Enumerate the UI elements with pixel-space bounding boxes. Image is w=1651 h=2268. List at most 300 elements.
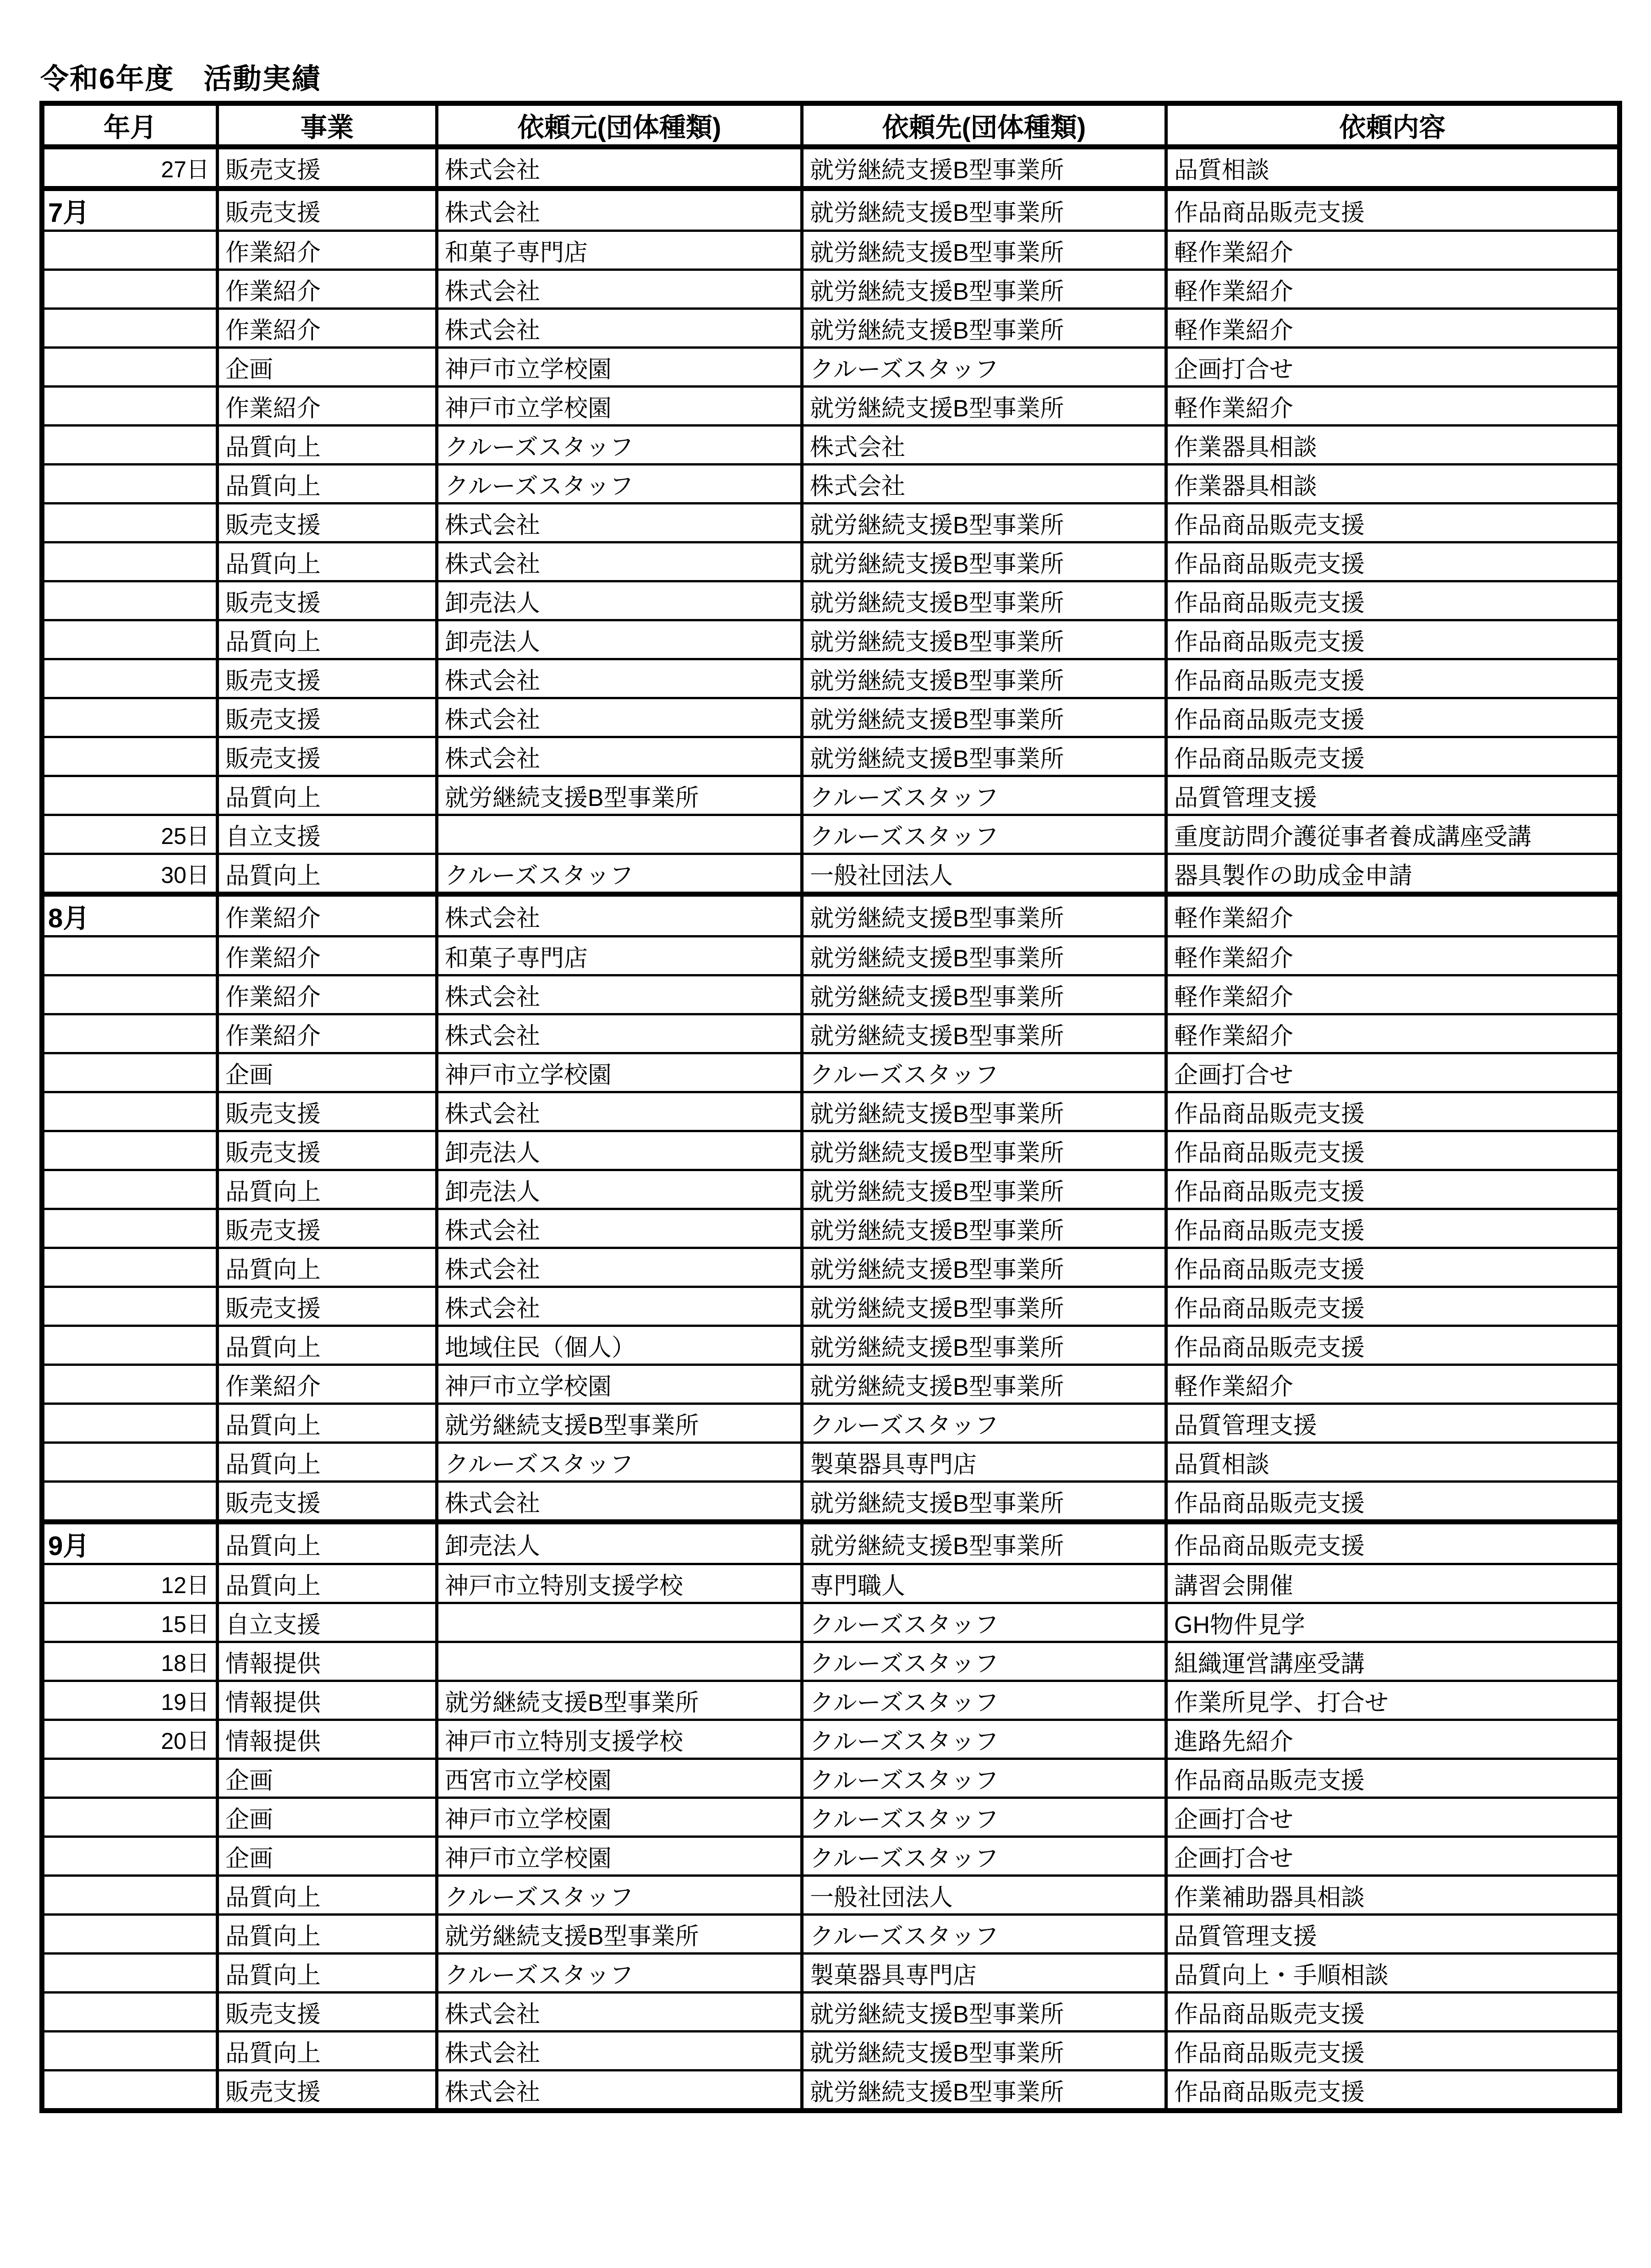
cell-request-to: 就労継続支援B型事業所 xyxy=(802,1170,1166,1209)
cell-business: 販売支援 xyxy=(218,1482,437,1522)
cell-request-to: 就労継続支援B型事業所 xyxy=(802,2071,1166,2111)
cell-business: 作業紹介 xyxy=(218,1365,437,1404)
cell-request-to: 就労継続支援B型事業所 xyxy=(802,1209,1166,1248)
cell-business: 品質向上 xyxy=(218,1915,437,1954)
cell-request-content: 重度訪問介護従事者養成講座受講 xyxy=(1166,815,1620,854)
cell-yearmonth xyxy=(42,1482,218,1522)
cell-request-to: クルーズスタッフ xyxy=(802,1759,1166,1798)
table-row xyxy=(42,1365,1620,1404)
cell-request-content: 作品商品販売支援 xyxy=(1166,1326,1620,1365)
cell-request-to: クルーズスタッフ xyxy=(802,1603,1166,1642)
header-business: 事業 xyxy=(218,104,437,147)
cell-business: 作業紹介 xyxy=(218,894,437,937)
cell-business: 品質向上 xyxy=(218,1404,437,1443)
cell-business: 作業紹介 xyxy=(218,1014,437,1053)
cell-request-to: クルーズスタッフ xyxy=(802,776,1166,815)
cell-request-content: 作品商品販売支援 xyxy=(1166,620,1620,659)
cell-request-from: 卸売法人 xyxy=(437,581,802,620)
cell-request-content: 作業補助器具相談 xyxy=(1166,1876,1620,1915)
cell-request-from xyxy=(437,1603,802,1642)
cell-request-to: 就労継続支援B型事業所 xyxy=(802,698,1166,737)
cell-yearmonth xyxy=(42,1014,218,1053)
cell-request-from: 株式会社 xyxy=(437,737,802,776)
cell-request-to: 就労継続支援B型事業所 xyxy=(802,147,1166,189)
cell-business: 品質向上 xyxy=(218,1564,437,1603)
cell-yearmonth xyxy=(42,465,218,504)
cell-business: 作業紹介 xyxy=(218,937,437,975)
cell-request-to: クルーズスタッフ xyxy=(802,1915,1166,1954)
cell-request-from: 卸売法人 xyxy=(437,1170,802,1209)
table-row xyxy=(42,1681,1620,1720)
cell-request-content: 品質管理支援 xyxy=(1166,1915,1620,1954)
cell-yearmonth xyxy=(42,1053,218,1092)
table-row xyxy=(42,426,1620,465)
cell-yearmonth xyxy=(42,1365,218,1404)
cell-request-to: クルーズスタッフ xyxy=(802,815,1166,854)
cell-request-from: クルーズスタッフ xyxy=(437,465,802,504)
table-row xyxy=(42,542,1620,581)
cell-request-to: 就労継続支援B型事業所 xyxy=(802,1248,1166,1287)
table-row xyxy=(42,387,1620,426)
cell-request-content: 企画打合せ xyxy=(1166,1798,1620,1837)
cell-request-from: クルーズスタッフ xyxy=(437,426,802,465)
cell-request-to: 一般社団法人 xyxy=(802,1876,1166,1915)
table-row xyxy=(42,620,1620,659)
table-row xyxy=(42,1564,1620,1603)
table-row xyxy=(42,1954,1620,1993)
cell-request-from: 株式会社 xyxy=(437,504,802,542)
cell-business: 品質向上 xyxy=(218,1876,437,1915)
cell-yearmonth xyxy=(42,1993,218,2032)
cell-request-from: 株式会社 xyxy=(437,1209,802,1248)
table-row xyxy=(42,894,1620,937)
table-row xyxy=(42,1642,1620,1681)
cell-business: 作業紹介 xyxy=(218,231,437,270)
cell-request-to: 就労継続支援B型事業所 xyxy=(802,581,1166,620)
cell-request-content: 作品商品販売支援 xyxy=(1166,542,1620,581)
table-row xyxy=(42,1209,1620,1248)
cell-yearmonth xyxy=(42,1837,218,1876)
cell-request-to: クルーズスタッフ xyxy=(802,1798,1166,1837)
table-row xyxy=(42,231,1620,270)
cell-request-content: 軽作業紹介 xyxy=(1166,937,1620,975)
table-row xyxy=(42,1798,1620,1837)
header-request-to: 依頼先(団体種類) xyxy=(802,104,1166,147)
activity-table-body xyxy=(42,147,1620,2111)
table-row xyxy=(42,975,1620,1014)
cell-request-content: GH物件見学 xyxy=(1166,1603,1620,1642)
cell-request-from: 就労継続支援B型事業所 xyxy=(437,1681,802,1720)
cell-request-to: 就労継続支援B型事業所 xyxy=(802,737,1166,776)
table-row xyxy=(42,1759,1620,1798)
cell-yearmonth xyxy=(42,1287,218,1326)
cell-business: 企画 xyxy=(218,1837,437,1876)
table-row xyxy=(42,1170,1620,1209)
cell-request-from: 地域住民（個人） xyxy=(437,1326,802,1365)
cell-yearmonth xyxy=(42,1798,218,1837)
cell-business: 品質向上 xyxy=(218,620,437,659)
cell-request-content: 作品商品販売支援 xyxy=(1166,1759,1620,1798)
table-row xyxy=(42,1522,1620,1564)
cell-yearmonth xyxy=(42,1209,218,1248)
table-row xyxy=(42,854,1620,894)
cell-request-to: 就労継続支援B型事業所 xyxy=(802,975,1166,1014)
activity-table xyxy=(39,101,1622,2113)
cell-business: 販売支援 xyxy=(218,1131,437,1170)
cell-yearmonth xyxy=(42,1443,218,1482)
cell-request-from: 西宮市立学校園 xyxy=(437,1759,802,1798)
cell-yearmonth xyxy=(42,309,218,348)
cell-request-content: 軽作業紹介 xyxy=(1166,231,1620,270)
table-row xyxy=(42,1248,1620,1287)
cell-business: 品質向上 xyxy=(218,1248,437,1287)
table-row xyxy=(42,1014,1620,1053)
cell-request-to: 専門職人 xyxy=(802,1564,1166,1603)
cell-business: 販売支援 xyxy=(218,737,437,776)
cell-request-content: 品質相談 xyxy=(1166,147,1620,189)
cell-request-to: 就労継続支援B型事業所 xyxy=(802,1092,1166,1131)
cell-yearmonth xyxy=(42,1092,218,1131)
cell-request-from: 和菓子専門店 xyxy=(437,231,802,270)
cell-yearmonth: 9月 xyxy=(42,1522,218,1564)
cell-request-to: 就労継続支援B型事業所 xyxy=(802,894,1166,937)
cell-yearmonth xyxy=(42,1170,218,1209)
cell-yearmonth xyxy=(42,231,218,270)
table-row xyxy=(42,1404,1620,1443)
cell-yearmonth: 18日 xyxy=(42,1642,218,1681)
cell-request-to: 就労継続支援B型事業所 xyxy=(802,937,1166,975)
cell-business: 品質向上 xyxy=(218,854,437,894)
cell-request-content: 作品商品販売支援 xyxy=(1166,1170,1620,1209)
cell-request-content: 作品商品販売支援 xyxy=(1166,1131,1620,1170)
cell-request-to: 就労継続支援B型事業所 xyxy=(802,1131,1166,1170)
cell-request-content: 作品商品販売支援 xyxy=(1166,581,1620,620)
cell-request-to: クルーズスタッフ xyxy=(802,348,1166,387)
cell-request-content: 組織運営講座受講 xyxy=(1166,1642,1620,1681)
cell-request-from: クルーズスタッフ xyxy=(437,1954,802,1993)
cell-request-content: 作品商品販売支援 xyxy=(1166,1209,1620,1248)
table-row xyxy=(42,1092,1620,1131)
cell-request-from: 株式会社 xyxy=(437,1092,802,1131)
cell-business: 販売支援 xyxy=(218,1209,437,1248)
cell-yearmonth xyxy=(42,1131,218,1170)
cell-yearmonth: 27日 xyxy=(42,147,218,189)
cell-yearmonth xyxy=(42,975,218,1014)
cell-request-to: 就労継続支援B型事業所 xyxy=(802,659,1166,698)
cell-business: 販売支援 xyxy=(218,581,437,620)
cell-business: 販売支援 xyxy=(218,1287,437,1326)
table-row xyxy=(42,504,1620,542)
cell-request-content: 軽作業紹介 xyxy=(1166,309,1620,348)
cell-business: 企画 xyxy=(218,348,437,387)
cell-request-to: 就労継続支援B型事業所 xyxy=(802,1014,1166,1053)
cell-business: 品質向上 xyxy=(218,776,437,815)
cell-request-content: 品質管理支援 xyxy=(1166,1404,1620,1443)
cell-request-content: 品質向上・手順相談 xyxy=(1166,1954,1620,1993)
cell-request-from: 株式会社 xyxy=(437,542,802,581)
cell-request-from: 卸売法人 xyxy=(437,1522,802,1564)
cell-request-to: 就労継続支援B型事業所 xyxy=(802,1326,1166,1365)
cell-business: 販売支援 xyxy=(218,1092,437,1131)
cell-yearmonth xyxy=(42,776,218,815)
cell-request-to: 就労継続支援B型事業所 xyxy=(802,2032,1166,2071)
cell-request-from: 株式会社 xyxy=(437,1248,802,1287)
table-row xyxy=(42,1053,1620,1092)
table-row xyxy=(42,581,1620,620)
cell-request-from: 神戸市立学校園 xyxy=(437,1837,802,1876)
table-row xyxy=(42,1876,1620,1915)
cell-request-to: クルーズスタッフ xyxy=(802,1681,1166,1720)
cell-yearmonth xyxy=(42,270,218,309)
cell-request-from: 神戸市立学校園 xyxy=(437,1365,802,1404)
cell-yearmonth: 8月 xyxy=(42,894,218,937)
cell-business: 自立支援 xyxy=(218,815,437,854)
cell-business: 作業紹介 xyxy=(218,975,437,1014)
cell-business: 品質向上 xyxy=(218,1522,437,1564)
cell-yearmonth xyxy=(42,2071,218,2111)
cell-request-from: クルーズスタッフ xyxy=(437,1876,802,1915)
cell-request-content: 進路先紹介 xyxy=(1166,1720,1620,1759)
cell-request-from: 神戸市立学校園 xyxy=(437,348,802,387)
cell-request-to: 就労継続支援B型事業所 xyxy=(802,1287,1166,1326)
cell-yearmonth: 15日 xyxy=(42,1603,218,1642)
cell-business: 企画 xyxy=(218,1759,437,1798)
cell-yearmonth xyxy=(42,620,218,659)
cell-request-to: 株式会社 xyxy=(802,465,1166,504)
cell-request-from: 就労継続支援B型事業所 xyxy=(437,1404,802,1443)
cell-request-content: 作品商品販売支援 xyxy=(1166,737,1620,776)
cell-request-to: クルーズスタッフ xyxy=(802,1404,1166,1443)
cell-request-from xyxy=(437,815,802,854)
cell-request-from: 株式会社 xyxy=(437,2071,802,2111)
cell-request-content: 作業器具相談 xyxy=(1166,465,1620,504)
cell-business: 企画 xyxy=(218,1053,437,1092)
cell-business: 品質向上 xyxy=(218,1954,437,1993)
cell-yearmonth xyxy=(42,542,218,581)
cell-request-from: 神戸市立特別支援学校 xyxy=(437,1720,802,1759)
cell-request-content: 作品商品販売支援 xyxy=(1166,189,1620,231)
cell-request-from: 株式会社 xyxy=(437,659,802,698)
cell-business: 品質向上 xyxy=(218,1170,437,1209)
cell-yearmonth xyxy=(42,1759,218,1798)
table-row xyxy=(42,2032,1620,2071)
cell-yearmonth xyxy=(42,737,218,776)
cell-request-to: 就労継続支援B型事業所 xyxy=(802,504,1166,542)
cell-business: 販売支援 xyxy=(218,147,437,189)
cell-request-from: クルーズスタッフ xyxy=(437,854,802,894)
cell-request-content: 品質管理支援 xyxy=(1166,776,1620,815)
cell-yearmonth xyxy=(42,387,218,426)
cell-request-content: 軽作業紹介 xyxy=(1166,975,1620,1014)
cell-request-from: 株式会社 xyxy=(437,309,802,348)
cell-request-to: 製菓器具専門店 xyxy=(802,1443,1166,1482)
table-row xyxy=(42,1131,1620,1170)
table-row xyxy=(42,2071,1620,2111)
cell-business: 販売支援 xyxy=(218,698,437,737)
cell-business: 品質向上 xyxy=(218,2032,437,2071)
cell-yearmonth xyxy=(42,2032,218,2071)
page-title: 令和6年度 活動実績 xyxy=(40,63,321,95)
cell-request-to: 一般社団法人 xyxy=(802,854,1166,894)
table-row xyxy=(42,815,1620,854)
cell-request-from: 株式会社 xyxy=(437,1287,802,1326)
cell-request-to: 就労継続支援B型事業所 xyxy=(802,1522,1166,1564)
cell-request-from: 株式会社 xyxy=(437,698,802,737)
cell-request-from: 株式会社 xyxy=(437,1993,802,2032)
table-row xyxy=(42,659,1620,698)
cell-request-content: 作品商品販売支援 xyxy=(1166,1993,1620,2032)
table-row xyxy=(42,776,1620,815)
cell-request-content: 軽作業紹介 xyxy=(1166,894,1620,937)
table-row xyxy=(42,1915,1620,1954)
cell-business: 販売支援 xyxy=(218,1993,437,2032)
cell-request-from: 神戸市立特別支援学校 xyxy=(437,1564,802,1603)
cell-yearmonth xyxy=(42,937,218,975)
cell-yearmonth: 7月 xyxy=(42,189,218,231)
cell-business: 品質向上 xyxy=(218,1326,437,1365)
cell-business: 販売支援 xyxy=(218,659,437,698)
cell-request-to: 就労継続支援B型事業所 xyxy=(802,542,1166,581)
cell-request-content: 作品商品販売支援 xyxy=(1166,504,1620,542)
table-row xyxy=(42,937,1620,975)
header-row xyxy=(42,104,1620,147)
cell-request-content: 軽作業紹介 xyxy=(1166,387,1620,426)
cell-request-content: 作品商品販売支援 xyxy=(1166,659,1620,698)
cell-request-from: 株式会社 xyxy=(437,189,802,231)
table-row xyxy=(42,1993,1620,2032)
cell-business: 情報提供 xyxy=(218,1681,437,1720)
cell-business: 作業紹介 xyxy=(218,270,437,309)
cell-request-to: 就労継続支援B型事業所 xyxy=(802,620,1166,659)
cell-yearmonth xyxy=(42,581,218,620)
cell-yearmonth: 25日 xyxy=(42,815,218,854)
cell-request-content: 作業所見学、打合せ xyxy=(1166,1681,1620,1720)
cell-request-from xyxy=(437,1642,802,1681)
cell-request-to: クルーズスタッフ xyxy=(802,1053,1166,1092)
cell-yearmonth: 12日 xyxy=(42,1564,218,1603)
cell-request-from: 神戸市立学校園 xyxy=(437,1053,802,1092)
cell-yearmonth xyxy=(42,1248,218,1287)
cell-business: 自立支援 xyxy=(218,1603,437,1642)
cell-business: 情報提供 xyxy=(218,1720,437,1759)
cell-business: 品質向上 xyxy=(218,426,437,465)
table-row xyxy=(42,309,1620,348)
table-row xyxy=(42,1326,1620,1365)
cell-request-from: 株式会社 xyxy=(437,270,802,309)
cell-business: 企画 xyxy=(218,1798,437,1837)
cell-request-content: 作品商品販売支援 xyxy=(1166,1482,1620,1522)
table-row xyxy=(42,1443,1620,1482)
cell-request-to: 就労継続支援B型事業所 xyxy=(802,189,1166,231)
cell-yearmonth: 30日 xyxy=(42,854,218,894)
cell-request-to: 株式会社 xyxy=(802,426,1166,465)
cell-request-content: 作品商品販売支援 xyxy=(1166,1287,1620,1326)
cell-request-content: 軽作業紹介 xyxy=(1166,270,1620,309)
cell-request-from: 株式会社 xyxy=(437,1014,802,1053)
cell-business: 販売支援 xyxy=(218,189,437,231)
cell-yearmonth xyxy=(42,1404,218,1443)
cell-yearmonth xyxy=(42,426,218,465)
cell-yearmonth xyxy=(42,1876,218,1915)
cell-request-from: 就労継続支援B型事業所 xyxy=(437,776,802,815)
cell-business: 作業紹介 xyxy=(218,387,437,426)
cell-business: 販売支援 xyxy=(218,504,437,542)
cell-request-from: クルーズスタッフ xyxy=(437,1443,802,1482)
cell-yearmonth xyxy=(42,1954,218,1993)
cell-request-content: 作品商品販売支援 xyxy=(1166,2032,1620,2071)
cell-business: 品質向上 xyxy=(218,465,437,504)
cell-request-from: 株式会社 xyxy=(437,894,802,937)
cell-request-to: 製菓器具専門店 xyxy=(802,1954,1166,1993)
cell-request-to: クルーズスタッフ xyxy=(802,1720,1166,1759)
cell-request-to: クルーズスタッフ xyxy=(802,1837,1166,1876)
table-row xyxy=(42,1482,1620,1522)
cell-request-content: 企画打合せ xyxy=(1166,1837,1620,1876)
table-row xyxy=(42,1837,1620,1876)
cell-request-from: 株式会社 xyxy=(437,1482,802,1522)
cell-request-to: 就労継続支援B型事業所 xyxy=(802,387,1166,426)
cell-request-from: 株式会社 xyxy=(437,147,802,189)
cell-request-from: 和菓子専門店 xyxy=(437,937,802,975)
cell-request-from: 神戸市立学校園 xyxy=(437,1798,802,1837)
cell-request-from: 卸売法人 xyxy=(437,620,802,659)
cell-business: 品質向上 xyxy=(218,1443,437,1482)
cell-request-content: 器具製作の助成金申請 xyxy=(1166,854,1620,894)
table-row xyxy=(42,147,1620,189)
cell-request-content: 軽作業紹介 xyxy=(1166,1365,1620,1404)
cell-request-content: 講習会開催 xyxy=(1166,1564,1620,1603)
cell-yearmonth xyxy=(42,504,218,542)
cell-request-content: 企画打合せ xyxy=(1166,1053,1620,1092)
cell-request-to: 就労継続支援B型事業所 xyxy=(802,1993,1166,2032)
cell-request-content: 作品商品販売支援 xyxy=(1166,2071,1620,2111)
cell-request-to: 就労継続支援B型事業所 xyxy=(802,309,1166,348)
table-row xyxy=(42,1287,1620,1326)
cell-request-content: 企画打合せ xyxy=(1166,348,1620,387)
cell-yearmonth: 19日 xyxy=(42,1681,218,1720)
cell-request-content: 作業器具相談 xyxy=(1166,426,1620,465)
cell-request-content: 品質相談 xyxy=(1166,1443,1620,1482)
cell-yearmonth: 20日 xyxy=(42,1720,218,1759)
table-row xyxy=(42,270,1620,309)
cell-business: 品質向上 xyxy=(218,542,437,581)
cell-business: 作業紹介 xyxy=(218,309,437,348)
header-request-from: 依頼元(団体種類) xyxy=(437,104,802,147)
cell-yearmonth xyxy=(42,1326,218,1365)
cell-request-content: 作品商品販売支援 xyxy=(1166,1248,1620,1287)
cell-request-content: 作品商品販売支援 xyxy=(1166,698,1620,737)
cell-business: 情報提供 xyxy=(218,1642,437,1681)
header-request-content: 依頼内容 xyxy=(1166,104,1620,147)
cell-yearmonth xyxy=(42,348,218,387)
cell-request-content: 作品商品販売支援 xyxy=(1166,1092,1620,1131)
table-row xyxy=(42,465,1620,504)
table-row xyxy=(42,737,1620,776)
table-row xyxy=(42,1603,1620,1642)
cell-request-to: 就労継続支援B型事業所 xyxy=(802,231,1166,270)
cell-request-content: 作品商品販売支援 xyxy=(1166,1522,1620,1564)
cell-request-from: 神戸市立学校園 xyxy=(437,387,802,426)
cell-request-from: 株式会社 xyxy=(437,2032,802,2071)
table-row xyxy=(42,698,1620,737)
cell-request-to: 就労継続支援B型事業所 xyxy=(802,270,1166,309)
cell-yearmonth xyxy=(42,659,218,698)
cell-request-to: 就労継続支援B型事業所 xyxy=(802,1365,1166,1404)
cell-request-content: 軽作業紹介 xyxy=(1166,1014,1620,1053)
table-row xyxy=(42,189,1620,231)
cell-request-from: 株式会社 xyxy=(437,975,802,1014)
cell-request-from: 就労継続支援B型事業所 xyxy=(437,1915,802,1954)
